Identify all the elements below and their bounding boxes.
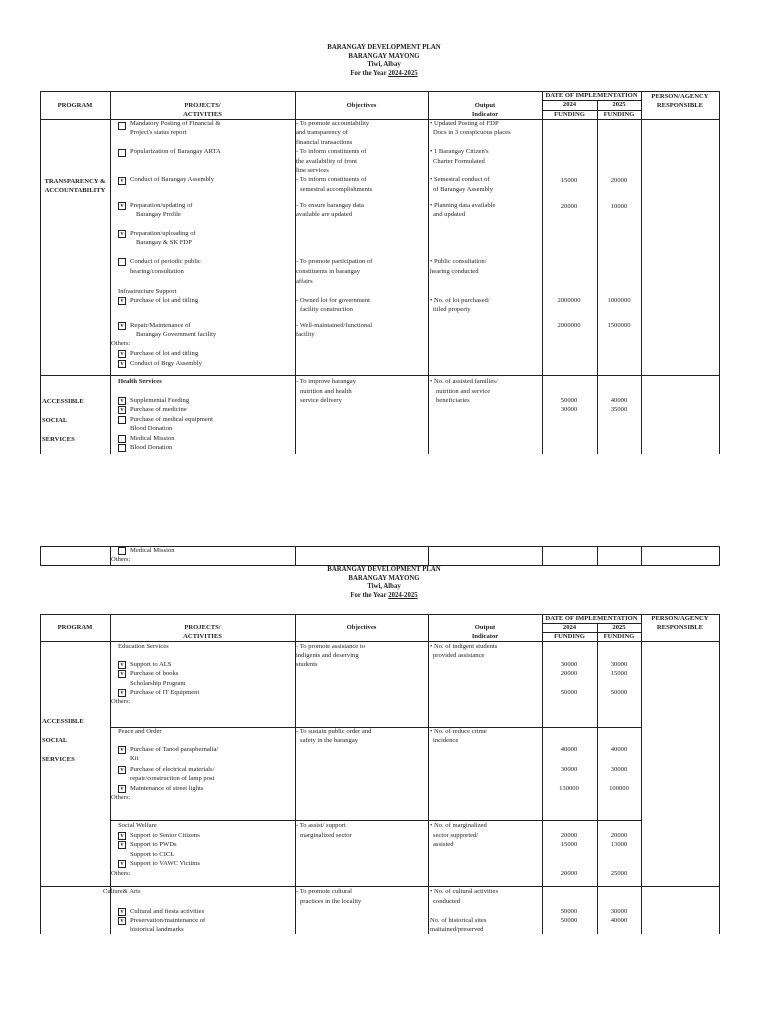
funding-value: 50000	[560, 908, 578, 915]
barangay-name: BARANGAY MAYONG	[348, 574, 420, 582]
checkbox-tanod[interactable]: v	[118, 746, 126, 754]
checkbox-hearing[interactable]	[118, 258, 126, 266]
checkbox-senior[interactable]: v	[118, 832, 126, 840]
output-text: beneficiaries	[436, 397, 470, 404]
output-text: • No. of indigent students	[430, 643, 498, 650]
activity-cicl: Support to CICL	[130, 851, 175, 858]
objective-text: students	[296, 661, 318, 668]
output-text: • Public consultation/	[430, 258, 487, 265]
checkbox-mission[interactable]	[118, 435, 126, 443]
output-text: nutrition and service	[436, 388, 491, 395]
funding-value: 40000	[560, 746, 578, 753]
program-accountability: ACCOUNTABILITY	[44, 187, 106, 194]
plan-header-2	[0, 566, 768, 600]
checkbox-carry-mission[interactable]	[118, 547, 126, 555]
objective-text: service delivery	[300, 397, 342, 404]
funding-value: 30000	[560, 766, 578, 773]
col-projects: PROJECTS/	[184, 102, 221, 109]
objective-text: affairs	[296, 278, 313, 285]
activity-medequip: Purchase of medical equipment	[130, 416, 213, 423]
section-peace: Peace and Order	[118, 728, 162, 735]
checkbox-blood[interactable]	[118, 444, 126, 452]
checkbox-lot-2[interactable]: v	[118, 350, 126, 358]
output-text: • Semestral conduct of	[430, 176, 490, 183]
output-text: maitained/preserved	[430, 926, 484, 933]
activity-repair: Repair/Maintenance of	[130, 322, 191, 329]
col-objectives: Objectives	[346, 102, 377, 109]
checkbox-mandatory[interactable]	[118, 122, 126, 130]
output-text: of Barangay Assembly	[433, 186, 494, 193]
output-text: and updated	[433, 211, 466, 218]
objective-text: - To inform constituents of	[296, 176, 367, 183]
others-label: Others:	[111, 794, 131, 801]
activity-street: Maintenance of street lights	[130, 785, 204, 792]
funding-value: 20000	[610, 832, 628, 839]
objective-text: - To ensure barangay data	[296, 202, 364, 209]
activity-it: Purchase of IT Equipment	[130, 689, 200, 696]
funding-value: 15000	[560, 177, 578, 184]
funding-value: 40000	[610, 397, 628, 404]
objective-text: constituents in barangay	[296, 268, 361, 275]
funding-value: 35000	[610, 406, 628, 413]
program-social: SOCIAL	[42, 737, 68, 744]
program-services: SERVICES	[42, 756, 75, 763]
col-date: DATE OF IMPLEMENTATION	[545, 92, 638, 99]
activity-arta: Popularization of Barangay ARTA	[130, 148, 221, 155]
activity-als: Support to ALS	[130, 661, 172, 668]
activity-books: Purchase of books	[130, 670, 179, 677]
objective-text: the availability of front	[296, 158, 357, 165]
activity-brgy-assembly: Conduct of Brgy Assembly	[130, 360, 202, 367]
activity-pwd: Support to PWDs	[130, 841, 177, 848]
col-indicator: Indicator	[471, 111, 499, 118]
checkbox-medicine[interactable]: v	[118, 406, 126, 414]
objective-text: facility construction	[300, 306, 353, 313]
output-text: titled property	[433, 306, 471, 313]
objective-text: - To promote cultural	[296, 888, 352, 895]
activity-assembly: Conduct of Barangay Assembly	[130, 176, 215, 183]
funding-value: 2000000	[557, 297, 581, 304]
col-2025: 2025	[612, 624, 626, 631]
funding-value: 50000	[610, 689, 628, 696]
activity-repair-2: Barangay Government facility	[136, 331, 217, 338]
program-social: SOCIAL	[42, 417, 68, 424]
objective-text: financial transactions	[296, 139, 353, 146]
funding-value: 30000	[560, 661, 578, 668]
section-education: Education Services	[118, 643, 169, 650]
section-health: Health Services	[118, 378, 162, 385]
output-text: • Planning data available	[430, 202, 496, 209]
checkbox-lot[interactable]: v	[118, 297, 126, 305]
location: Tiwi, Albay	[367, 61, 401, 69]
activity-hearing: Conduct of periodic public	[130, 258, 201, 265]
funding-value: 20000	[560, 832, 578, 839]
activity-vawc: Support to VAWC Victims	[130, 860, 200, 867]
objective-text: indigents and deserving	[296, 652, 359, 659]
funding-value: 20000	[610, 177, 628, 184]
col-indicator: Indicator	[471, 633, 499, 640]
objective-text: facility	[296, 331, 315, 338]
objective-text: marginalized sector	[300, 832, 352, 839]
activity-tanod-2: Kit	[130, 755, 139, 762]
col-date: DATE OF IMPLEMENTATION	[545, 615, 638, 622]
col-activities: ACTIVITIES	[183, 633, 222, 640]
activity-blood: Blood Donation	[130, 425, 173, 432]
activity-preserve: Preservation/maintenance of	[130, 917, 206, 924]
objective-text: - To promote participation of	[296, 258, 373, 265]
checkbox-street[interactable]: v	[118, 785, 126, 793]
activity-elec-2: repair/construction of lamp post	[130, 775, 215, 782]
checkbox-repair[interactable]: v	[118, 322, 126, 330]
activity-mandatory-2: Project's status report	[130, 129, 187, 136]
checkbox-feeding[interactable]: v	[118, 397, 126, 405]
col-funding-2025: FUNDING	[603, 633, 635, 640]
objective-text: and transparency of	[296, 129, 348, 136]
activity-medicine: Purchase of medicine	[130, 406, 187, 413]
output-text: provided assistance	[433, 652, 485, 659]
funding-value: 40000	[610, 746, 628, 753]
checkbox-profile[interactable]: v	[118, 202, 126, 210]
program-accessible: ACCESSIBLE	[42, 398, 84, 405]
funding-value: 13000	[610, 841, 628, 848]
col-activities: ACTIVITIES	[183, 111, 222, 118]
section-culture: Culture& Arts	[103, 888, 141, 895]
checkbox-fiesta[interactable]: v	[118, 908, 126, 916]
plan-year: For the Year 2024-2025	[350, 69, 418, 77]
funding-value: 2000000	[557, 322, 581, 329]
output-text: • Updated Posting of FDP	[430, 120, 499, 127]
plan-year: For the Year 2024-2025	[350, 591, 418, 599]
activity-profile-2: Barangay Profile	[136, 211, 181, 218]
funding-value: 20000	[560, 670, 578, 677]
col-person: PERSON/AGENCY	[651, 93, 709, 100]
funding-value: 20000	[560, 203, 578, 210]
objective-text: - Well-maintained/functional	[296, 322, 373, 329]
activity-tanod: Purchase of Tanod paraphernalia/	[130, 746, 219, 753]
output-text: sector supported/	[433, 832, 479, 839]
col-output: Output	[474, 624, 496, 631]
activity-mandatory: Mandatory Posting of Financial &	[130, 120, 221, 127]
col-projects: PROJECTS/	[184, 624, 221, 631]
program-accessible: ACCESSIBLE	[42, 718, 84, 725]
program-services: SERVICES	[42, 436, 75, 443]
objective-text: - To promote assistance to	[296, 643, 366, 650]
funding-value: 50000	[560, 689, 578, 696]
col-program: PROGRAM	[57, 102, 93, 109]
funding-value: 15000	[610, 670, 628, 677]
section-infrastructure: Infrastructure Support	[118, 288, 177, 295]
objective-text: - To promote accountability	[296, 120, 370, 127]
output-text: Docs in 3 conspicuous places	[433, 129, 511, 136]
plan-title: BARANGAY DEVELOPMENT PLAN	[327, 44, 441, 51]
funding-value: 10000	[610, 203, 628, 210]
output-text: • No. of reduce crime	[430, 728, 487, 735]
activity-mission: Medical Mission	[130, 435, 175, 442]
checkbox-preserve[interactable]: v	[118, 917, 126, 925]
objective-text: - To improve barangay	[296, 378, 357, 385]
col-objectives: Objectives	[346, 624, 377, 631]
funding-value: 30000	[610, 908, 628, 915]
others-label: Others:	[111, 698, 131, 705]
activity-fdp-2: Barangay & SK FDP	[136, 239, 192, 246]
location: Tiwi, Albay	[367, 583, 401, 591]
output-text: • No. of lot purchased/	[430, 297, 490, 304]
output-text: • No. of marginalized	[430, 822, 487, 829]
activity-blood-2: Blood Donation	[130, 444, 173, 451]
output-text: conducted	[433, 898, 461, 905]
plan-title: BARANGAY DEVELOPMENT PLAN	[327, 566, 441, 573]
output-text: assisted	[433, 841, 454, 848]
others-label: Others:	[111, 340, 131, 347]
checkbox-books[interactable]: v	[118, 670, 126, 678]
activity-preserve-2: historical landmarks	[130, 926, 184, 933]
carry-others: Others:	[111, 556, 131, 563]
objective-text: practices in the locality	[300, 898, 362, 905]
activity-senior: Support to Senior Citizens	[130, 832, 200, 839]
objective-text: semestral accomplishments	[300, 186, 373, 193]
objective-text: safety in the barangay	[300, 737, 359, 744]
funding-value: 30000	[610, 661, 628, 668]
col-output: Output	[474, 102, 496, 109]
section-welfare: Social Welfare	[118, 822, 157, 829]
funding-value: 20000	[560, 870, 578, 877]
output-text: Charter Formulated	[433, 158, 485, 165]
activity-fdp: Preparation/uploading of	[130, 230, 196, 237]
objective-text: - Owned lot for government	[296, 297, 370, 304]
checkbox-vawc[interactable]: v	[118, 860, 126, 868]
activity-fiesta: Cultural and fiesta activities	[130, 908, 205, 915]
barangay-name: BARANGAY MAYONG	[348, 52, 420, 60]
others-label: Others:	[111, 870, 131, 877]
objective-text: - To assist/ support	[296, 822, 346, 829]
checkbox-it[interactable]: v	[118, 689, 126, 697]
funding-value: 1000000	[607, 297, 631, 304]
funding-value: 50000	[560, 397, 578, 404]
col-responsible: RESPONSIBLE	[656, 102, 704, 109]
col-funding-2025: FUNDING	[603, 111, 635, 118]
plan-header	[0, 44, 768, 78]
col-2024: 2024	[562, 624, 577, 631]
funding-value: 100000	[609, 785, 629, 792]
funding-value: 15000	[560, 841, 578, 848]
checkbox-fdp[interactable]: v	[118, 230, 126, 238]
funding-value: 50000	[560, 917, 578, 924]
funding-value: 30000	[560, 406, 578, 413]
checkbox-brgy-assembly[interactable]: v	[118, 360, 126, 368]
objective-text: available are updated	[296, 211, 353, 218]
funding-value: 130000	[559, 785, 579, 792]
objective-text: - To sustain public order and	[296, 728, 372, 735]
funding-value: 25000	[610, 870, 628, 877]
activity-hearing-2: hearing/consultation	[130, 268, 184, 275]
col-program: PROGRAM	[57, 624, 93, 631]
objective-text: line services	[296, 167, 329, 174]
funding-value: 30000	[610, 766, 628, 773]
objective-text: - To inform constituents of	[296, 148, 367, 155]
col-person: PERSON/AGENCY	[651, 615, 709, 622]
checkbox-medequip[interactable]	[118, 416, 126, 424]
checkbox-als[interactable]: v	[118, 661, 126, 669]
checkbox-assembly[interactable]: v	[118, 177, 126, 185]
checkbox-elec[interactable]: v	[118, 766, 126, 774]
activity-scholar: Scholarship Program	[130, 680, 186, 687]
output-text: No. of historical sites	[430, 917, 487, 924]
activity-lot: Purchase of lot and titling	[130, 297, 199, 304]
checkbox-pwd[interactable]: v	[118, 841, 126, 849]
program-transparency: TRANSPARENCY &	[44, 178, 106, 185]
output-text: • No. of cultural activities	[430, 888, 499, 895]
activity-profile: Preparation/updating of	[130, 202, 193, 209]
activity-lot-2: Purchase of lot and titling	[130, 350, 199, 357]
output-text: • 1 Barangay Citizen's	[430, 148, 489, 155]
carry-mission: Medical Mission	[130, 547, 175, 554]
checkbox-arta[interactable]	[118, 149, 126, 157]
col-2025: 2025	[612, 101, 626, 108]
output-text: hearing conducted	[430, 268, 479, 275]
activity-feeding: Supplemental Feeding	[130, 397, 190, 404]
output-text: incidence	[433, 737, 459, 744]
objective-text: nutrition and health	[300, 388, 352, 395]
col-funding-2024: FUNDING	[554, 111, 585, 118]
col-funding-2024: FUNDING	[554, 633, 585, 640]
col-2024: 2024	[562, 101, 577, 108]
output-text: • No. of assisted families/	[430, 378, 498, 385]
funding-value: 1500000	[607, 322, 631, 329]
funding-value: 40000	[610, 917, 628, 924]
col-responsible: RESPONSIBLE	[656, 624, 704, 631]
activity-elec: Purchase of electrical materials/	[130, 766, 215, 773]
